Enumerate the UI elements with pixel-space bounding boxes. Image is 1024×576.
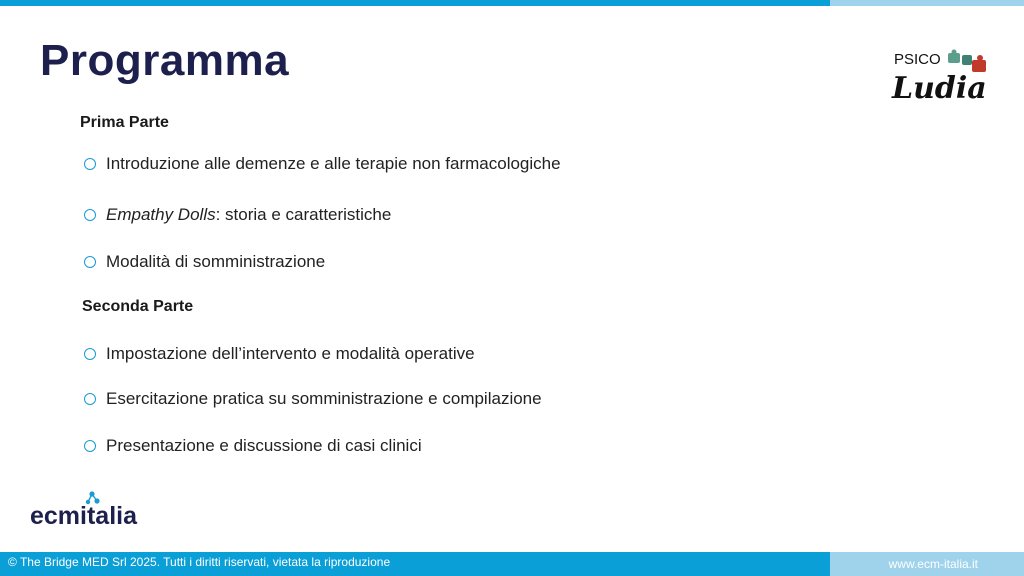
brand-text: ecmitalia — [30, 502, 138, 530]
footer-url-link[interactable]: www.ecm-italia.it — [888, 557, 978, 571]
circle-bullet-icon — [84, 158, 96, 170]
puzzle-icon — [948, 50, 986, 73]
circle-bullet-icon — [84, 393, 96, 405]
top-accent-bar — [0, 0, 830, 6]
top-accent-bar-light — [830, 0, 1024, 6]
circle-bullet-icon — [84, 209, 96, 221]
list-item-text: Modalità di somministrazione — [106, 252, 326, 271]
ecmitalia-logo — [30, 490, 170, 530]
page-title: Programma — [40, 36, 290, 85]
section-heading-prima-parte: Prima Parte — [80, 114, 169, 131]
psicoludia-logo — [888, 46, 998, 106]
list-item — [84, 205, 391, 225]
list-item-text: : storia e caratteristiche — [215, 205, 392, 224]
list-item — [84, 389, 542, 409]
psico-logo-text-bottom: Ludia — [892, 71, 987, 106]
list-item-text: Impostazione dell’intervento e modalità operative — [106, 344, 475, 363]
section-heading-seconda-parte: Seconda Parte — [82, 298, 194, 315]
list-item — [84, 252, 325, 272]
circle-bullet-icon — [84, 348, 96, 360]
list-item-text-italic: Empathy Dolls — [106, 205, 216, 224]
footer-copyright: © The Bridge MED Srl 2025. Tutti i diritti riservati, vietata la riproduzione — [8, 555, 391, 569]
list-item — [84, 436, 422, 456]
list-item-text: Esercitazione pratica su somministrazione e compilazione — [106, 389, 542, 408]
circle-bullet-icon — [84, 256, 96, 268]
psico-logo-text-top: PSICO — [894, 51, 941, 68]
list-item — [84, 154, 561, 174]
list-item-text: Introduzione alle demenze e alle terapie non farmacologiche — [106, 154, 561, 173]
list-item-text: Presentazione e discussione di casi clinici — [106, 436, 422, 455]
list-item — [84, 344, 475, 364]
circle-bullet-icon — [84, 440, 96, 452]
